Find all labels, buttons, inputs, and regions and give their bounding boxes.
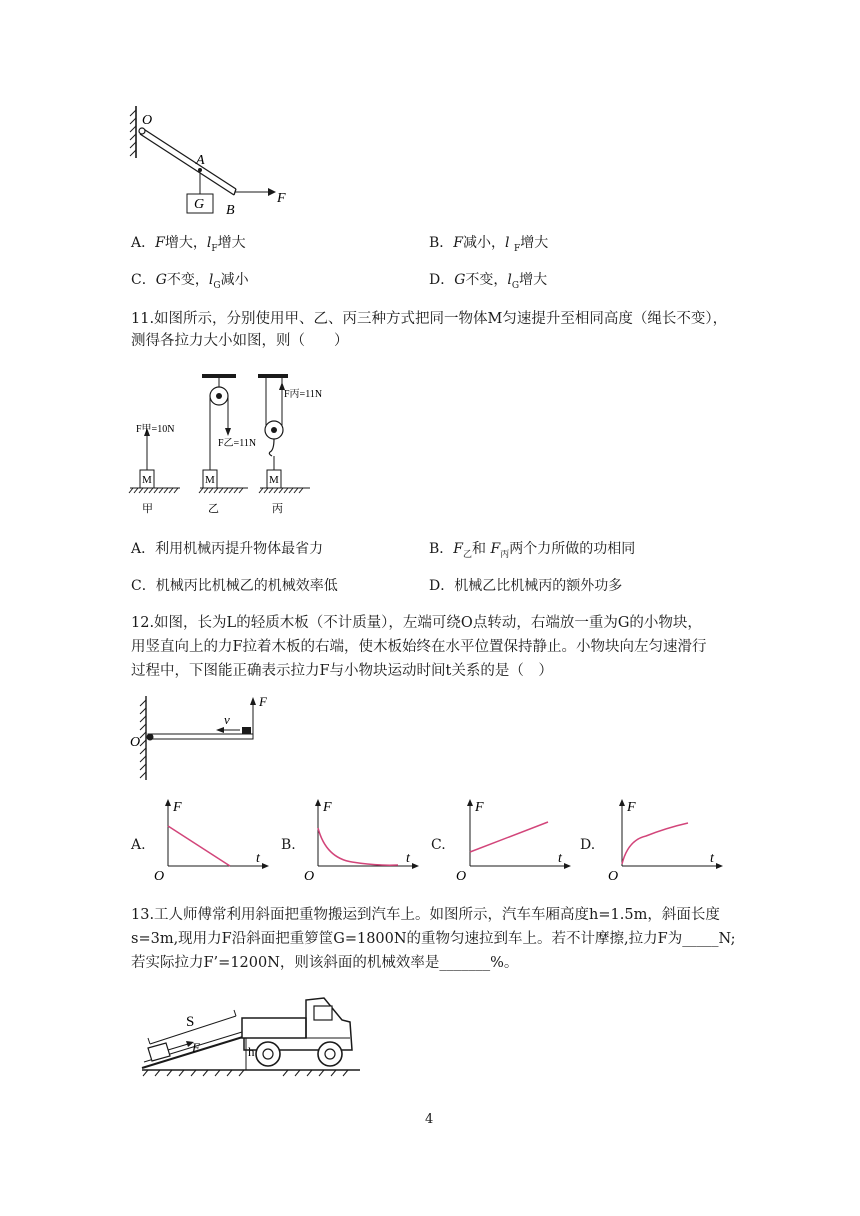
q10-option-c[interactable]: C．G不变，$l_G$减小 bbox=[131, 272, 249, 291]
q10-option-b[interactable]: B．F减小，l $_F$增大 bbox=[429, 235, 549, 254]
q12-graph-a-origin: O bbox=[154, 869, 165, 884]
q12-graph-a-option[interactable]: A. bbox=[131, 837, 146, 853]
q10-label-B: B bbox=[226, 203, 235, 218]
q13-stem-line3: 若实际拉力F’=1200N，则该斜面的机械效率是_______%。 bbox=[131, 955, 519, 971]
q12-stem-line3: 过程中，下图能正确表示拉力F与小物块运动时间t关系的是（ ） bbox=[131, 663, 553, 679]
q11-pulley-figure bbox=[128, 370, 328, 520]
q11-force-yi: F乙=11N bbox=[218, 438, 257, 449]
q11-option-c[interactable]: C．机械丙比机械乙的机械效率低 bbox=[131, 578, 338, 594]
q13-stem-line2: s=3m,现用力F沿斜面把重箩筐G=1800N的重物匀速拉到车上。若不计摩擦,拉力F为_____N; bbox=[131, 931, 736, 947]
q12-graph-b-y: F bbox=[323, 800, 332, 815]
q12-label-O: O bbox=[130, 735, 141, 750]
q10-lever-figure bbox=[120, 100, 300, 225]
q11-force-jia: F甲=10N bbox=[136, 424, 175, 435]
q12-graph-c-origin: O bbox=[456, 869, 467, 884]
q11-option-a[interactable]: A．利用机械丙提升物体最省力 bbox=[131, 541, 324, 557]
q11-stem-line2: 测得各拉力大小如图，则（ ） bbox=[131, 333, 349, 349]
q11-label-bing: 丙 bbox=[272, 503, 283, 515]
q10-label-O: O bbox=[142, 113, 153, 128]
q12-stem-line2: 用竖直向上的力F拉着木板的右端，使木板始终在水平位置保持静止。小物块向左匀速滑行 bbox=[131, 639, 707, 655]
q12-graph-d-y: F bbox=[627, 800, 636, 815]
q11-force-bing: F丙=11N bbox=[284, 389, 323, 400]
q13-stem-line1: 13.工人师傅常利用斜面把重物搬运到汽车上。如图所示，汽车车厢高度h=1.5m，斜面长度 bbox=[131, 907, 720, 923]
q10-label-A: A bbox=[196, 153, 205, 168]
q12-graph-d-x: t bbox=[710, 851, 714, 866]
q12-graph-c-option[interactable]: C. bbox=[431, 837, 446, 853]
q12-graph-d-origin: O bbox=[608, 869, 619, 884]
q10-label-F: F bbox=[277, 191, 286, 206]
q12-graph-b-x: t bbox=[406, 851, 410, 866]
q10-option-a[interactable]: A．F增大，$l_F$增大 bbox=[131, 235, 246, 254]
page-number: 4 bbox=[425, 1112, 434, 1127]
q11-mass-bing: M bbox=[269, 474, 279, 486]
q10-option-d[interactable]: D．G不变，$l_G$增大 bbox=[429, 272, 548, 291]
q12-graph-a-curve bbox=[168, 826, 230, 866]
q12-graph-c-y: F bbox=[475, 800, 484, 815]
q13-label-F: F bbox=[192, 1040, 200, 1055]
q11-option-d[interactable]: D．机械乙比机械丙的额外功多 bbox=[429, 578, 623, 594]
q12-graph-a[interactable] bbox=[152, 798, 272, 883]
q12-graph-d-option[interactable]: D. bbox=[580, 837, 596, 853]
q11-stem-line1: 11.如图所示，分别使用甲、乙、丙三种方式把同一物体M匀速提升至相同高度（绳长不变）， bbox=[131, 311, 728, 327]
q11-mass-jia: M bbox=[142, 474, 152, 486]
q12-label-F: F bbox=[259, 694, 267, 709]
q11-label-yi: 乙 bbox=[208, 503, 219, 515]
q12-graph-b-origin: O bbox=[304, 869, 315, 884]
q12-graph-a-x: t bbox=[256, 851, 260, 866]
q12-board-figure bbox=[128, 692, 278, 787]
q12-graph-c[interactable] bbox=[454, 798, 574, 883]
q10-label-G: G bbox=[194, 197, 205, 212]
q12-label-v: v bbox=[224, 712, 230, 727]
q12-graph-d[interactable] bbox=[606, 798, 731, 883]
q12-stem-line1: 12.如图，长为L的轻质木板（不计质量），左端可绕O点转动，右端放一重为G的小物块， bbox=[131, 615, 702, 631]
q12-graph-b-curve bbox=[318, 828, 398, 865]
q12-graph-b-option[interactable]: B. bbox=[281, 837, 296, 853]
q12-graph-b[interactable] bbox=[302, 798, 422, 883]
q13-label-S: S bbox=[186, 1014, 195, 1030]
q11-mass-yi: M bbox=[205, 474, 215, 486]
q13-ramp-truck-figure bbox=[138, 990, 368, 1085]
q12-graph-d-curve bbox=[622, 823, 688, 864]
q12-graph-c-curve bbox=[470, 822, 548, 852]
q12-graph-c-x: t bbox=[558, 851, 562, 866]
q12-graph-a-y: F bbox=[173, 800, 182, 815]
q11-option-b[interactable]: B．$F_乙$和 $F_丙$两个力所做的功相同 bbox=[429, 541, 636, 560]
q13-label-h: h bbox=[248, 1044, 255, 1059]
q11-label-jia: 甲 bbox=[142, 503, 153, 515]
